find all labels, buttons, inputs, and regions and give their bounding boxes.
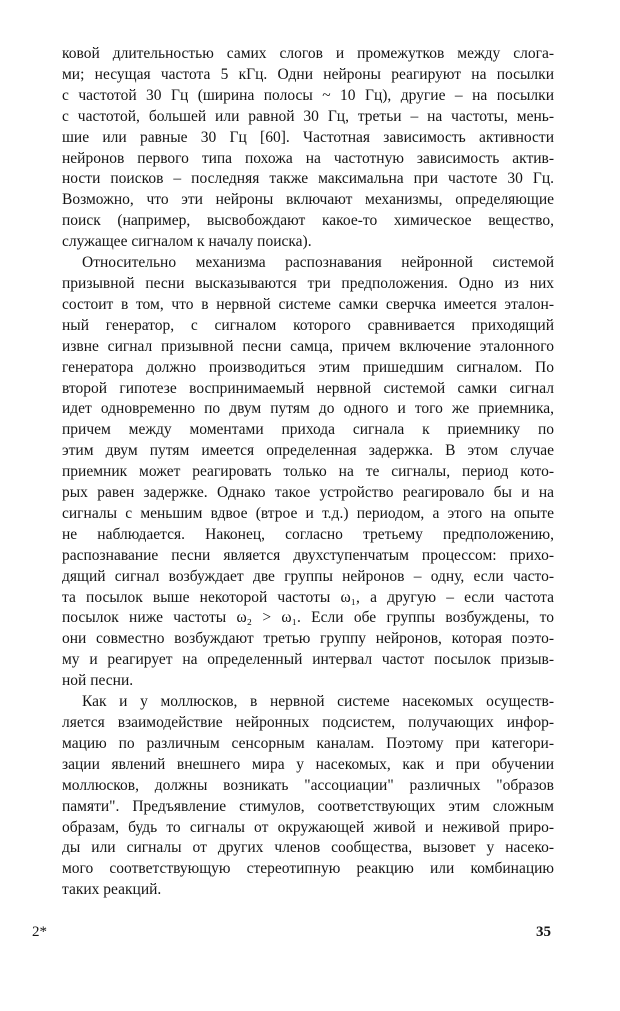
text-line: поиск (например, высвобождают какое-то химическое вещество, xyxy=(62,212,554,230)
text-line: они совместно возбуждают третью группу нейронов, которая поэто- xyxy=(62,630,554,648)
text-line: извне сигнал призывной песни самца, причем включение эталонного xyxy=(62,337,554,355)
text-line: служащее сигналом к началу поиска). xyxy=(62,233,312,251)
text-line: причем между моментами прихода сигнала к приемнику по xyxy=(62,421,554,439)
text-line: шие или равные 30 Гц [60]. Частотная зависимость активности xyxy=(62,128,554,146)
text-line: приемник может реагировать только на те сигналы, период кото- xyxy=(62,463,554,481)
text-line: моллюсков, должны возникать "ассоциации" различных "образов xyxy=(62,776,554,794)
paragraph-2 xyxy=(62,253,554,692)
text-line: не наблюдается. Наконец, согласно третьему предположению, xyxy=(62,525,554,543)
text-line: таких реакций. xyxy=(62,881,162,899)
text-line: ности поисков – последняя также максимальна при частоте 30 Гц. xyxy=(62,170,554,188)
text-line: нейронов первого типа похожа на частотную зависимость актив- xyxy=(62,149,554,167)
text-line: ный генератор, с сигналом которого сравнивается приходящий xyxy=(62,316,554,334)
text-line: зации явлений внешнего мира у насекомых, как и при обучении xyxy=(62,755,554,773)
text-line: Возможно, что эти нейроны включают механизмы, определяющие xyxy=(62,191,554,209)
text-line: состоит в том, что в нервной системе самки сверчка имеется эталон- xyxy=(62,295,554,313)
paragraph-3 xyxy=(62,692,554,901)
text-line: сигналы с меньшим вдвое (втрое и т.д.) периодом, а этого на опыте xyxy=(62,504,554,522)
text-line: ми; несущая частота 5 кГц. Одни нейроны реагируют на посылки xyxy=(62,65,554,83)
text-line: ляется взаимодействие нейронных подсистем, получающих инфор- xyxy=(62,714,554,731)
text-line: ной песни. xyxy=(62,672,134,690)
text-line: Как и у моллюсков, в нервной системе насекомых осуществ- xyxy=(82,693,554,711)
text-line: посылок ниже частоты ω₂ > ω₁. Если обе группы возбуждены, то xyxy=(62,609,554,627)
text-line: образам, будь то сигналы от окружающей живой и неживой приро- xyxy=(62,818,554,836)
text-line: этим двум путям имеется определенная задержка. В этом случае xyxy=(62,442,554,460)
page-text xyxy=(62,44,554,901)
text-line: та посылок выше некоторой частоты ω₁, а другую – если частота xyxy=(62,588,554,606)
text-line: с частотой 30 Гц (ширина полосы ~ 10 Гц), другие – на посылки xyxy=(62,86,554,104)
text-line: с частотой, большей или равной 30 Гц, третьи – на частоты, мень- xyxy=(62,107,554,125)
text-line: генератора должно производиться этим пришедшим сигналом. По xyxy=(62,358,554,376)
paragraph-1 xyxy=(62,44,554,253)
signature-mark: 2* xyxy=(32,924,47,940)
text-line: второй гипотезе воспринимаемый нервной системой самки сигнал xyxy=(62,379,554,397)
text-line: распознавание песни является двухступенчатым процессом: прихо- xyxy=(62,546,554,564)
text-line: мого соответствующую стереотипную реакцию или комбинацию xyxy=(62,860,554,878)
text-line: дящий сигнал возбуждает две группы нейронов – одну, если часто- xyxy=(62,567,554,585)
text-line: Относительно механизма распознавания нейронной системой xyxy=(82,254,554,272)
text-line: му и реагирует на определенный интервал частот посылок призыв- xyxy=(62,651,554,669)
text-line: ды или сигналы от других членов сообщества, вызовет у насеко- xyxy=(62,839,554,857)
text-line: рых равен задержке. Однако такое устройство реагировало бы и на xyxy=(62,484,554,502)
text-line: призывной песни высказываются три предположения. Одно из них xyxy=(62,274,554,292)
text-line: идет одновременно по двум путям до одного и того же приемника, xyxy=(62,400,554,418)
text-line: ковой длительностью самих слогов и промежутков между слога- xyxy=(62,45,554,62)
page-number: 35 xyxy=(536,924,551,940)
text-line: памяти". Предъявление стимулов, соответствующих этим сложным xyxy=(62,797,554,815)
text-line: мацию по различным сенсорным каналам. Поэтому при категори- xyxy=(62,734,554,752)
